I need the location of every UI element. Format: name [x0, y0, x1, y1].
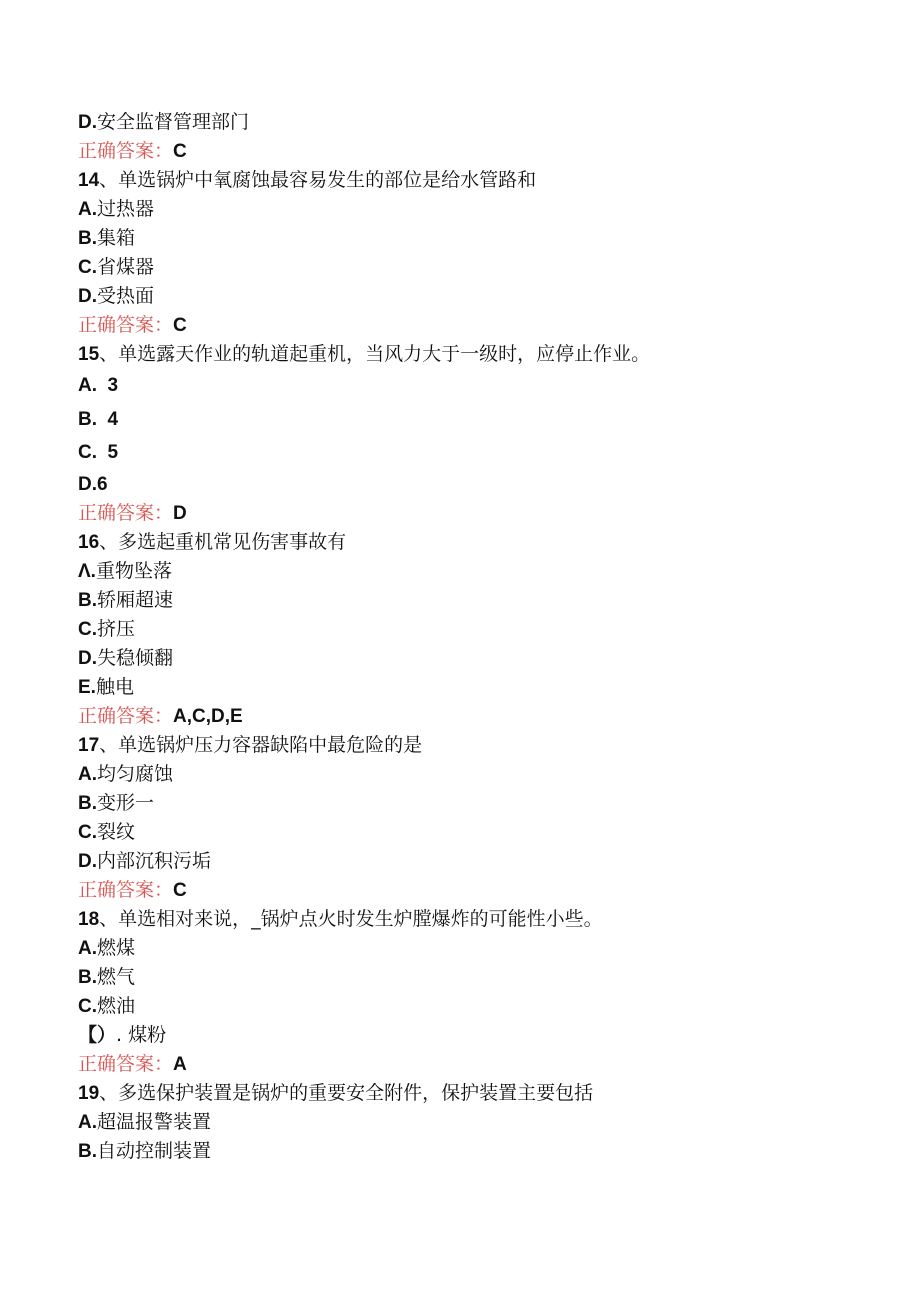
- question-number: 17: [78, 734, 100, 756]
- option-label: 【）: [78, 1024, 117, 1046]
- option-text: 失稳倾翻: [97, 646, 174, 669]
- option-line: [78, 282, 878, 311]
- option-line: [78, 818, 878, 847]
- option-line: [78, 673, 878, 702]
- option-label: C.: [78, 257, 97, 278]
- option-line: [78, 108, 878, 137]
- option-label: B.: [78, 792, 97, 814]
- option-label: C.: [78, 821, 97, 843]
- question-text: 、单选相对来说，_锅炉点火时发生炉膛爆炸的可能性小些。: [99, 907, 603, 930]
- option-line: [78, 963, 878, 992]
- option-line: [78, 557, 878, 586]
- option-line: [78, 586, 878, 615]
- option-line: [78, 224, 878, 253]
- option-text: 轿厢超速: [97, 588, 174, 611]
- answer-line: [78, 499, 878, 528]
- option-label: D.: [78, 286, 97, 307]
- option-label: A.: [78, 763, 97, 785]
- answer-label: 正确答案：: [78, 314, 174, 336]
- question-text: 、单选锅炉中氧腐蚀最容易发生的部位是给水管路和: [99, 169, 537, 191]
- question-text: 、多选起重机常见伤害事故有: [99, 530, 347, 553]
- option-label: C.: [78, 995, 97, 1017]
- option-line: [78, 847, 878, 876]
- question-line: [78, 1079, 878, 1108]
- option-line: [78, 789, 878, 818]
- option-label: D.: [78, 647, 97, 669]
- document-page: [78, 108, 878, 1166]
- answer-line: [78, 1050, 878, 1079]
- answer-line: [78, 702, 878, 731]
- answer-label: 正确答案：: [78, 704, 174, 727]
- option-label: C.: [78, 442, 97, 463]
- option-label: A.: [78, 375, 97, 396]
- option-label: A.: [78, 937, 97, 959]
- question-line: [78, 528, 878, 557]
- question-text: 、单选露天作业的轨道起重机，当风力大于一级时，应停止作业。: [99, 343, 651, 365]
- answer-value: C: [173, 879, 187, 901]
- option-label: Λ.: [78, 560, 96, 582]
- option-line: [78, 195, 878, 224]
- option-text: 5: [97, 442, 119, 463]
- option-text: 燃油: [97, 994, 136, 1017]
- question-number: 18: [78, 908, 100, 930]
- answer-value: A,C,D,E: [173, 705, 243, 727]
- option-line: [78, 992, 878, 1021]
- option-line: [78, 436, 878, 470]
- question-number: 15: [78, 344, 100, 365]
- option-text: 变形一: [97, 791, 155, 814]
- question-line: [78, 166, 878, 195]
- option-line: [78, 1137, 878, 1166]
- option-label: D.6: [78, 473, 108, 495]
- option-label: B.: [78, 589, 97, 611]
- question-number: 19: [78, 1082, 100, 1104]
- option-text: 超温报警装置: [97, 1110, 212, 1133]
- answer-value: C: [173, 315, 187, 336]
- answer-label: 正确答案：: [78, 501, 174, 524]
- option-line: [78, 1021, 878, 1050]
- option-line: [78, 470, 878, 499]
- option-text: 触电: [95, 675, 134, 698]
- option-text: . 煤粉: [116, 1023, 167, 1046]
- option-label: D.: [78, 112, 97, 133]
- answer-value: A: [173, 1053, 187, 1075]
- question-text: 、多选保护装置是锅炉的重要安全附件，保护装置主要包括: [99, 1081, 594, 1104]
- option-label: D.: [78, 850, 97, 872]
- option-line: [78, 760, 878, 789]
- option-text: 4: [97, 408, 119, 430]
- option-text: 省煤器: [97, 256, 155, 278]
- option-line: [78, 644, 878, 673]
- option-text: 安全监督管理部门: [97, 111, 250, 133]
- option-text: 受热面: [97, 285, 155, 307]
- question-number: 14: [78, 170, 100, 191]
- question-line: [78, 905, 878, 934]
- answer-value: C: [173, 141, 187, 162]
- option-text: 重物坠落: [95, 559, 172, 582]
- option-text: 挤压: [97, 617, 136, 640]
- option-text: 燃煤: [97, 936, 136, 959]
- question-text: 、单选锅炉压力容器缺陷中最危险的是: [99, 733, 423, 756]
- option-line: [78, 615, 878, 644]
- option-text: 内部沉积污垢: [97, 849, 212, 872]
- answer-line: [78, 137, 878, 166]
- answer-line: [78, 876, 878, 905]
- option-line: [78, 1108, 878, 1137]
- answer-value: D: [173, 502, 187, 524]
- option-text: 自动控制装置: [97, 1139, 212, 1162]
- option-label: B.: [78, 228, 97, 249]
- option-text: 3: [97, 375, 119, 396]
- option-text: 燃气: [97, 965, 136, 988]
- option-line: [78, 253, 878, 282]
- option-line: [78, 934, 878, 963]
- answer-label: 正确答案：: [78, 878, 174, 901]
- answer-line: [78, 311, 878, 340]
- option-label: C.: [78, 618, 97, 640]
- option-label: B.: [78, 966, 97, 988]
- option-text: 裂纹: [97, 820, 136, 843]
- answer-label: 正确答案：: [78, 1052, 174, 1075]
- question-line: [78, 340, 878, 369]
- option-label: B.: [78, 1140, 97, 1162]
- option-label: A.: [78, 199, 97, 220]
- option-text: 均匀腐蚀: [97, 762, 174, 785]
- answer-label: 正确答案：: [78, 140, 174, 162]
- option-text: 过热器: [97, 198, 155, 220]
- option-label: E.: [78, 676, 96, 698]
- question-line: [78, 731, 878, 760]
- question-number: 16: [78, 531, 100, 553]
- option-line: [78, 369, 878, 403]
- option-label: A.: [78, 1111, 97, 1133]
- option-label: B.: [78, 408, 97, 430]
- option-line: [78, 403, 878, 437]
- option-text: 集箱: [97, 227, 136, 249]
